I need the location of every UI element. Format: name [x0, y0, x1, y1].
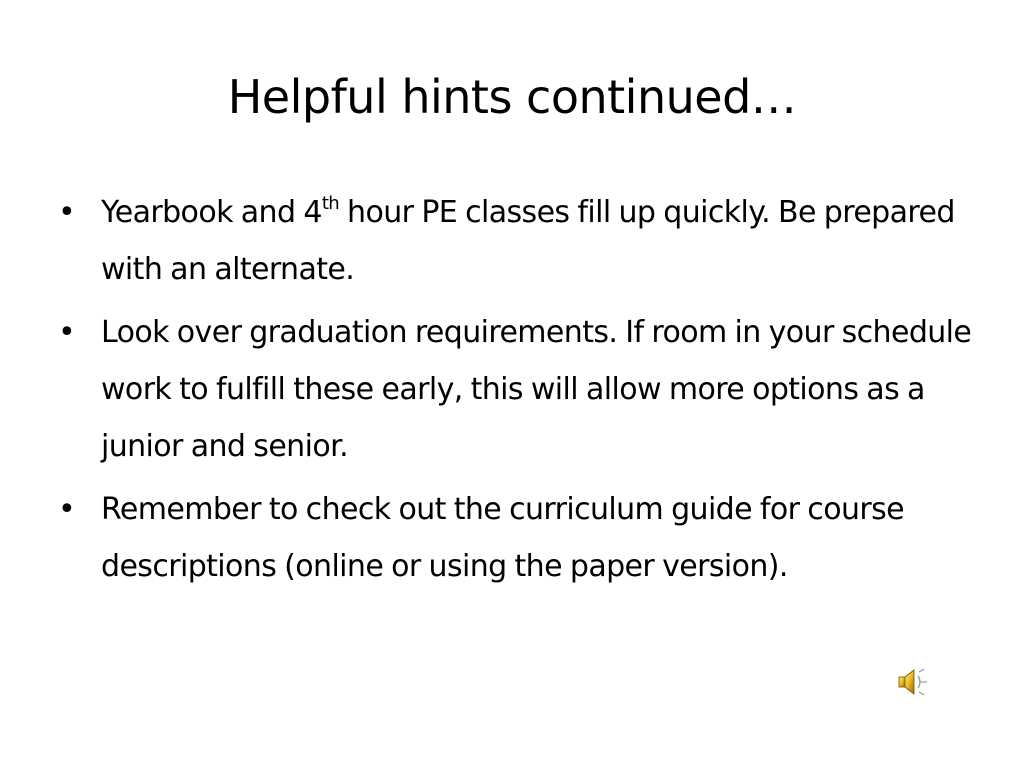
bullet-mark: •	[58, 195, 76, 230]
bullet-text-part: hour PE classes fill up quickly. Be prepared with an alternate.	[101, 195, 955, 287]
bullet-superscript: th	[321, 193, 340, 214]
bullet-mark: •	[58, 492, 76, 527]
bullet-item-curriculum	[58, 481, 978, 595]
bullet-text: Look over graduation requirements. If room in your schedule work to fulfill these early, this will allow more options as a junior and senior.	[101, 315, 972, 464]
bullet-mark: •	[58, 315, 76, 350]
bullet-item-yearbook	[58, 184, 978, 298]
bullet-text-part: Yearbook and 4	[101, 195, 322, 230]
bullet-list	[58, 184, 978, 601]
bullet-item-graduation	[58, 304, 978, 475]
slide-title: Helpful hints continued…	[227, 70, 797, 124]
speaker-sound-icon[interactable]	[895, 665, 929, 699]
bullet-text: Remember to check out the curriculum guide for course descriptions (online or using the paper version).	[101, 492, 904, 584]
